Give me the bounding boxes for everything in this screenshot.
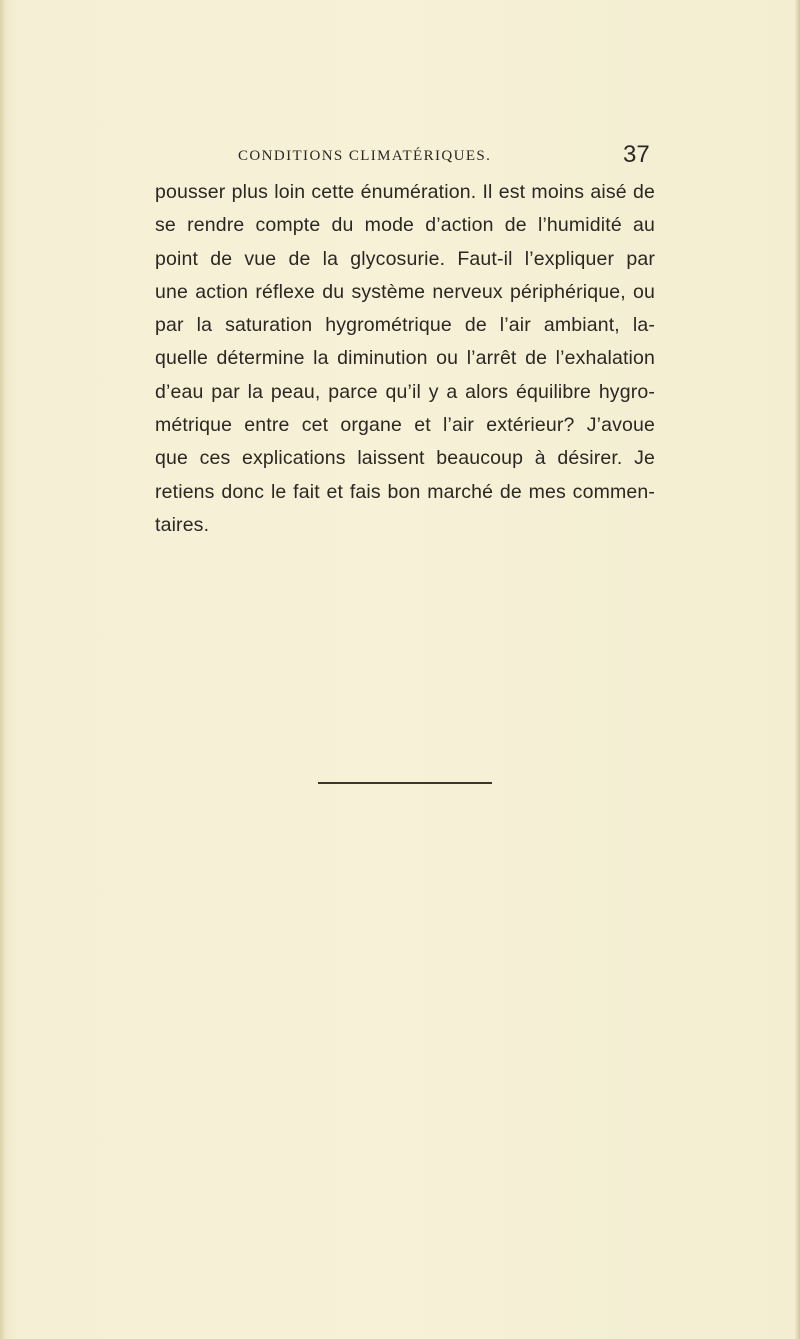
body-paragraph: [155, 176, 655, 542]
text-line: quelle détermine la diminution ou l’arrêt de l’exhalation: [155, 347, 655, 370]
page-left-edge: [0, 0, 6, 1339]
text-line: d’eau par la peau, parce qu’il y a alors équilibre hygro-: [155, 380, 655, 403]
text-line: taires.: [155, 513, 210, 536]
text-line: pousser plus loin cette énumération. Il est moins aisé de: [155, 181, 655, 203]
page-right-edge: [795, 0, 800, 1339]
text-line: par la saturation hygrométrique de l’air ambiant, la-: [155, 314, 655, 337]
page-number: 37: [623, 141, 650, 168]
running-head: [238, 141, 658, 171]
text-line: se rendre compte du mode d’action de l’humidité au: [155, 214, 655, 237]
text-line: une action réflexe du système nerveux périphérique, ou: [155, 280, 655, 303]
text-line: métrique entre cet organe et l’air extérieur? J’avoue: [155, 414, 655, 437]
text-line: que ces explications laissent beaucoup à désirer. Je: [155, 447, 655, 470]
section-divider-rule: [318, 782, 492, 784]
text-line: retiens donc le fait et fais bon marché de mes commen-: [155, 480, 655, 503]
running-head-title: CONDITIONS CLIMATÉRIQUES.: [238, 148, 492, 164]
text-line: point de vue de la glycosurie. Faut-il l’expliquer par: [155, 247, 655, 270]
